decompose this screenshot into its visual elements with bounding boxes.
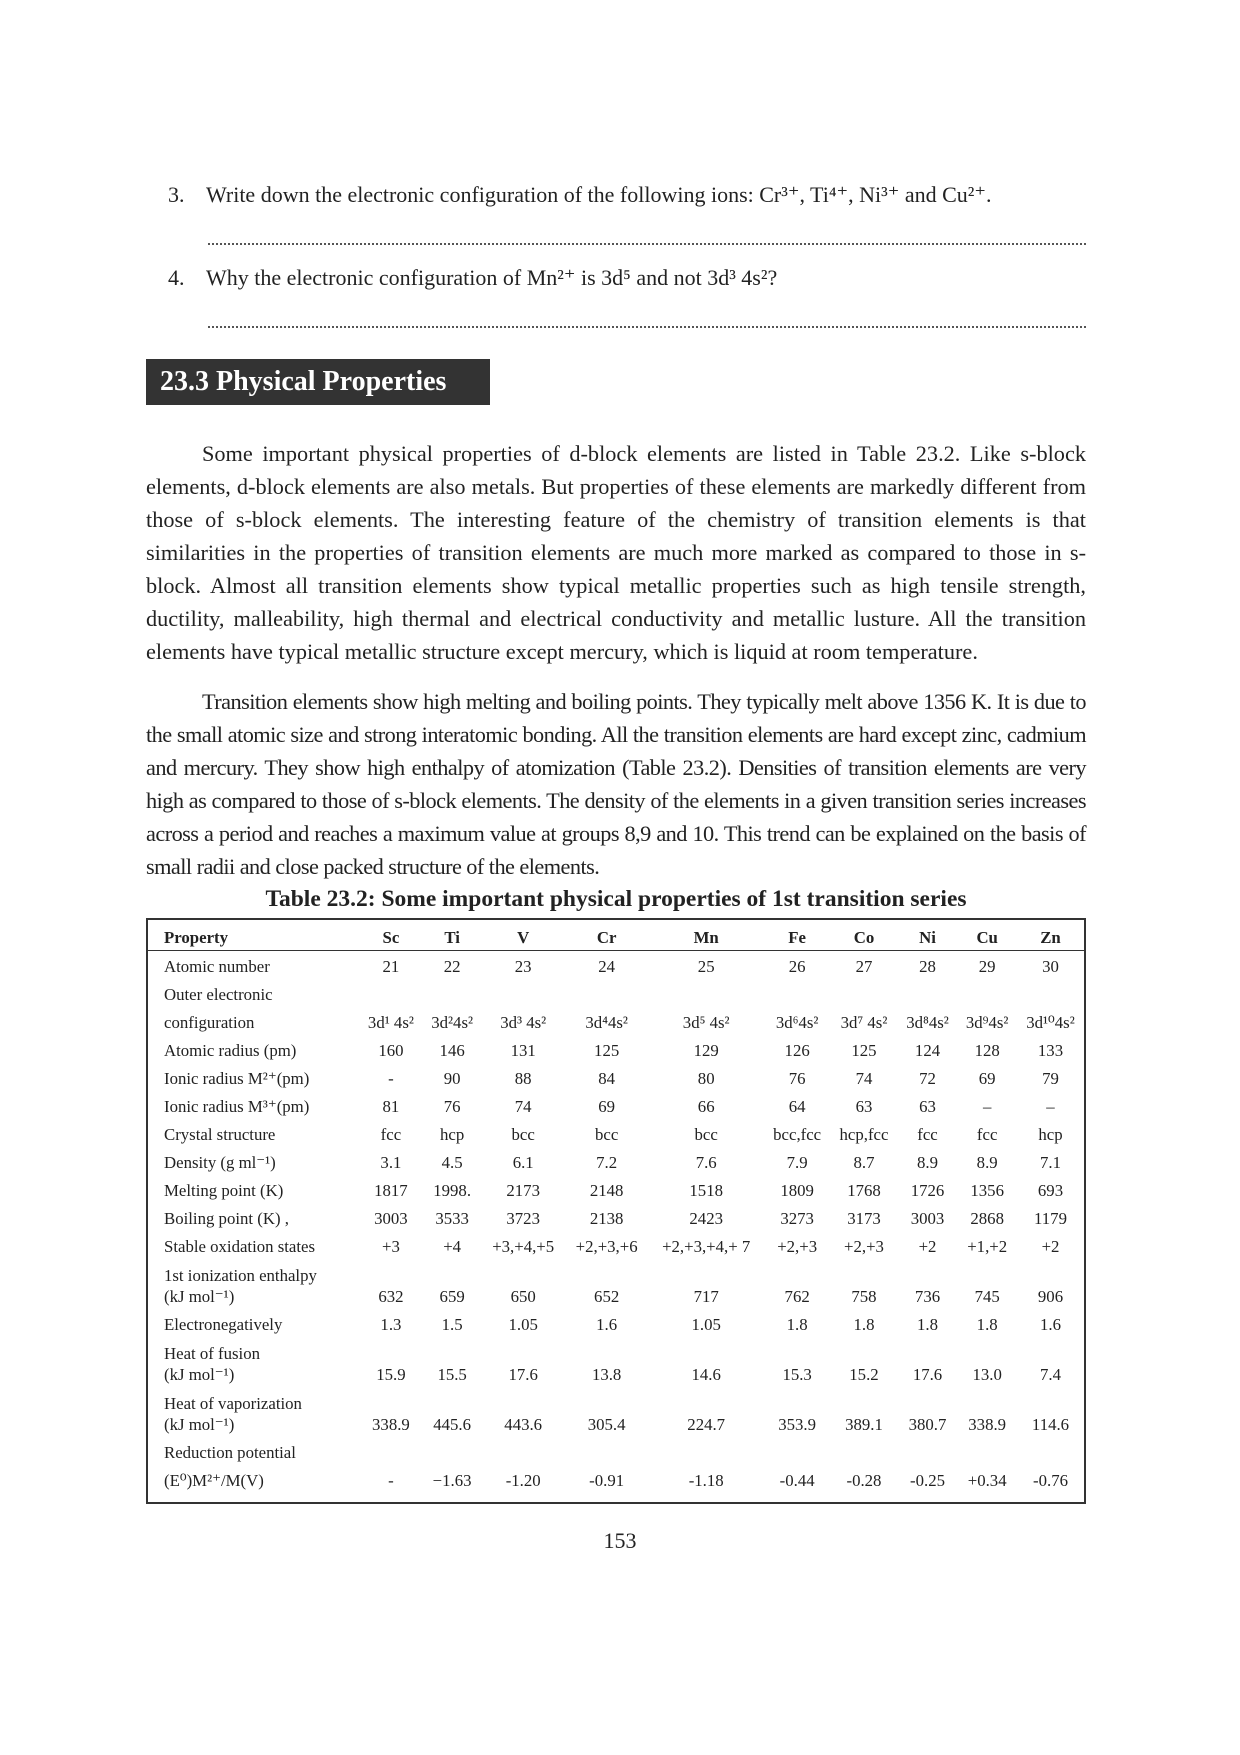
column-header-property: Property	[148, 920, 359, 951]
table-cell: 2138	[589, 1209, 624, 1228]
table-header-row	[148, 920, 1084, 951]
paragraph	[146, 437, 1086, 668]
table-cell: fcc	[917, 1125, 938, 1144]
table-cell: 1179	[1034, 1209, 1067, 1228]
table-cell: 3d⁸4s²	[906, 1013, 949, 1032]
table-cell: 305.4	[587, 1415, 626, 1434]
table-cell: 63	[919, 1097, 936, 1116]
table-cell: 3d⁴4s²	[585, 1013, 628, 1032]
table-row	[148, 1063, 1084, 1091]
table-cell: -	[388, 1069, 394, 1088]
table-cell: 3d³ 4s²	[500, 1013, 547, 1032]
table-cell: 2868	[970, 1209, 1004, 1228]
table-cell: 8.9	[976, 1153, 998, 1172]
table-cell	[481, 1437, 564, 1465]
property-label: Boiling point (K) ,	[164, 1209, 289, 1228]
table-cell: 15.2	[849, 1365, 879, 1384]
table-cell: 24	[598, 957, 616, 976]
table-cell: 28	[919, 957, 936, 976]
table-cell: 1356	[970, 1181, 1004, 1200]
column-header-element: Sc	[359, 920, 423, 951]
table-cell: 26	[788, 957, 806, 976]
table-cell: +3	[381, 1237, 400, 1256]
table-cell: 8.9	[917, 1153, 938, 1172]
table-cell: 3d¹⁰4s²	[1026, 1013, 1075, 1032]
table-cell: +2,+3,+4,+ 7	[662, 1237, 751, 1256]
table-cell: 1.5	[441, 1315, 463, 1334]
table-row	[148, 1203, 1084, 1231]
table-cell: 224.7	[687, 1415, 726, 1434]
table-cell: 126	[784, 1041, 810, 1060]
table-cell: -1.20	[505, 1471, 541, 1490]
column-header-element: Co	[830, 920, 897, 951]
answer-line	[208, 243, 1086, 245]
table-row	[148, 1119, 1084, 1147]
table-cell: 650	[510, 1287, 536, 1306]
table-cell: 1726	[910, 1181, 945, 1200]
table-cell: 353.9	[778, 1415, 817, 1434]
question-number: 4.	[168, 265, 185, 290]
table-cell: 76	[788, 1069, 806, 1088]
table-cell: 7.1	[1040, 1153, 1061, 1172]
table-cell: 125	[594, 1041, 620, 1060]
table-cell: 1998.	[433, 1181, 472, 1200]
table-cell: 1.8	[976, 1315, 998, 1334]
table-row	[148, 979, 1084, 1007]
page-number: 153	[603, 1528, 637, 1553]
table-cell: 3d¹ 4s²	[367, 1013, 414, 1032]
table-cell: 3d⁷ 4s²	[840, 1013, 888, 1032]
table-cell: 3173	[847, 1209, 881, 1228]
table-cell: +2,+3,+6	[575, 1237, 638, 1256]
property-label: configuration	[164, 1013, 255, 1032]
table-row	[148, 1231, 1084, 1259]
column-header-element: Zn	[1017, 920, 1084, 951]
table-cell: 13.8	[591, 1365, 622, 1384]
table-cell: 3533	[435, 1209, 469, 1228]
table-cell: hcp	[440, 1125, 465, 1144]
table-cell: +2	[918, 1237, 937, 1256]
table-row	[148, 951, 1084, 980]
table-cell: 17.6	[912, 1365, 943, 1384]
table-cell: 338.9	[372, 1415, 410, 1434]
table-row	[148, 1337, 1084, 1387]
table-cell: 64	[788, 1097, 806, 1116]
table-cell	[423, 979, 482, 1007]
table-cell: +3,+4,+5	[492, 1237, 555, 1256]
table-cell: 717	[693, 1287, 719, 1306]
question-3	[168, 181, 991, 209]
table-cell: -0.25	[910, 1471, 945, 1490]
table-cell: hcp	[1038, 1125, 1063, 1144]
paragraph	[146, 685, 1086, 883]
table-cell: 1817	[374, 1181, 408, 1200]
property-label: Density (g ml⁻¹)	[164, 1153, 276, 1172]
property-label: Outer electronic	[164, 985, 273, 1004]
table-cell: fcc	[380, 1125, 402, 1144]
table-cell: −1.63	[432, 1471, 472, 1490]
property-label: Atomic radius (pm)	[164, 1041, 297, 1060]
table-cell	[764, 979, 830, 1007]
property-label: Crystal structure	[164, 1125, 276, 1144]
table-cell: 906	[1037, 1287, 1064, 1306]
property-label: Atomic number	[164, 957, 270, 976]
table-cell: 3d⁵ 4s²	[682, 1013, 730, 1032]
table-cell: 90	[443, 1069, 461, 1088]
table-cell: 3003	[910, 1209, 945, 1228]
table-cell: 6.1	[512, 1153, 534, 1172]
table-cell: 131	[510, 1041, 536, 1060]
table-cell: 66	[697, 1097, 715, 1116]
table-cell: +4	[443, 1237, 462, 1256]
table-cell: 3.1	[380, 1153, 402, 1172]
table-cell	[1017, 1437, 1084, 1465]
table-cell: 443.6	[504, 1415, 543, 1434]
table-row	[148, 1437, 1084, 1465]
paragraph-text: Transition elements show high melting and boiling points. They typically melt above 1356 K. It is due to the small atomic size and strong interatomic bonding. All the transition elements are hard except zinc, cadmium and mercury. They show high enthalpy of atomization (Table 23.2). Densities of transition elements are very high as compared to those of s-block elements. The density of the elements in a given transition series increases across a period and reaches a maximum value at groups 8,9 and 10. This trend can be explained on the basis of small radii and close packed structure of the elements.	[146, 689, 1086, 879]
table-cell: 22	[443, 957, 461, 976]
table-cell: 2173	[506, 1181, 540, 1200]
table-cell: 14.6	[691, 1365, 721, 1384]
table-cell: 380.7	[908, 1415, 947, 1434]
table-cell: 15.9	[376, 1365, 406, 1384]
table-cell: 1518	[689, 1181, 723, 1200]
column-header-element: Fe	[764, 920, 830, 951]
property-label: Ionic radius M³⁺(pm)	[164, 1097, 310, 1116]
table-cell	[764, 1437, 830, 1465]
table-cell	[898, 1437, 958, 1465]
answer-line	[208, 326, 1086, 328]
table-cell: 745	[974, 1287, 1000, 1306]
table-cell: 25	[697, 957, 715, 976]
column-header-element: Cr	[565, 920, 648, 951]
table-row	[148, 1007, 1084, 1035]
table-row	[148, 1147, 1084, 1175]
property-label: 1st ionization enthalpy (kJ mol⁻¹)	[164, 1266, 317, 1306]
table-cell: 1.8	[853, 1315, 875, 1334]
property-label: Reduction potential	[164, 1443, 296, 1462]
table-cell: 1.6	[596, 1315, 618, 1334]
table-cell: 338.9	[968, 1415, 1007, 1434]
property-label: Heat of fusion (kJ mol⁻¹)	[164, 1344, 261, 1384]
table-cell: 81	[382, 1097, 400, 1116]
table-cell	[957, 1437, 1017, 1465]
table-cell: 7.6	[695, 1153, 717, 1172]
table-row	[148, 1175, 1084, 1203]
property-label: Electronegatively	[164, 1315, 283, 1334]
column-header-element: V	[481, 920, 564, 951]
table-row	[148, 1465, 1084, 1493]
table-cell: 15.3	[782, 1365, 812, 1384]
table-cell: hcp,fcc	[839, 1125, 889, 1144]
table-cell: 3d²4s²	[431, 1013, 474, 1032]
table-cell: 125	[851, 1041, 877, 1060]
table-cell: –	[982, 1097, 992, 1116]
table-cell	[1017, 979, 1084, 1007]
table-cell: bcc	[511, 1125, 535, 1144]
table-cell: 69	[978, 1069, 996, 1088]
table-body	[148, 951, 1084, 1494]
table-cell: 63	[855, 1097, 873, 1116]
table-cell: 736	[914, 1287, 941, 1306]
property-label: Ionic radius M²⁺(pm)	[164, 1069, 310, 1088]
table-cell: +0.34	[967, 1471, 1007, 1490]
table-cell: 128	[974, 1041, 1000, 1060]
table-cell: 88	[514, 1069, 532, 1088]
table-cell: bcc	[694, 1125, 718, 1144]
table-cell	[565, 979, 648, 1007]
table-cell: 1.8	[786, 1315, 808, 1334]
table-cell: 133	[1037, 1041, 1064, 1060]
table-cell: 1.8	[917, 1315, 938, 1334]
property-label: (E⁰)M²⁺/M(V)	[164, 1471, 264, 1490]
table-cell: -0.76	[1033, 1471, 1068, 1490]
table-cell: 80	[697, 1069, 715, 1088]
table-cell: 2148	[589, 1181, 624, 1200]
column-header-element: Cu	[957, 920, 1017, 951]
table-cell: 23	[514, 957, 532, 976]
table-cell: 1809	[780, 1181, 814, 1200]
table-cell: 13.0	[972, 1365, 1002, 1384]
table-cell: 3003	[374, 1209, 408, 1228]
column-header-element: Ni	[898, 920, 958, 951]
question-number: 3.	[168, 182, 185, 207]
property-label: Stable oxidation states	[164, 1237, 316, 1256]
table-row	[148, 1091, 1084, 1119]
table-cell: 7.2	[596, 1153, 618, 1172]
table-cell: 29	[978, 957, 996, 976]
paragraph-text: Some important physical properties of d-block elements are listed in Table 23.2. Like s-block elements, d-block elements are also metals. But properties of these elements are markedly different from those of s-block elements. The interesting feature of the chemistry of transition elements is that similarities in the properties of transition elements are much more marked as compared to those in s-block. Almost all transition elements show typical metallic properties such as high tensile strength, ductility, malleability, high thermal and electrical conductivity and metallic lusture. All the transition elements have typical metallic structure except mercury, which is liquid at room temperature.	[146, 441, 1086, 664]
column-header-element: Mn	[648, 920, 764, 951]
table-cell: 72	[919, 1069, 936, 1088]
table-cell: 27	[855, 957, 873, 976]
property-label: Heat of vaporization (kJ mol⁻¹)	[164, 1394, 302, 1434]
table-cell: 3d⁶4s²	[775, 1013, 819, 1032]
table-cell: 76	[443, 1097, 461, 1116]
table-cell	[957, 979, 1017, 1007]
table-cell: -0.44	[779, 1471, 815, 1490]
table-cell: 84	[598, 1069, 616, 1088]
table-cell: 114.6	[1031, 1415, 1070, 1434]
table-cell: 17.6	[508, 1365, 538, 1384]
table-cell: 146	[439, 1041, 465, 1060]
table-cell: 69	[598, 1097, 616, 1116]
table-cell: 632	[378, 1287, 404, 1306]
table-cell	[359, 1437, 423, 1465]
question-text: Write down the electronic configuration of the following ions: Cr³⁺, Ti⁴⁺, Ni³⁺ and Cu²⁺.	[206, 182, 992, 207]
table-cell	[359, 979, 423, 1007]
question-text: Why the electronic configuration of Mn²⁺ is 3d⁵ and not 3d³ 4s²?	[206, 265, 778, 290]
table-row	[148, 1035, 1084, 1063]
table-cell: +2,+3	[777, 1237, 818, 1256]
table-cell: 1.6	[1040, 1315, 1061, 1334]
table-cell	[830, 979, 897, 1007]
table-cell: 7.9	[786, 1153, 808, 1172]
section-heading: 23.3 Physical Properties	[146, 359, 490, 405]
table-cell: 762	[784, 1287, 810, 1306]
table-cell: +2,+3	[844, 1237, 884, 1256]
table-cell: 389.1	[845, 1415, 883, 1434]
table-row	[148, 1387, 1084, 1437]
table-cell: 1768	[847, 1181, 881, 1200]
table-cell: 659	[439, 1287, 465, 1306]
table-cell: 79	[1042, 1069, 1059, 1088]
table-row	[148, 1259, 1084, 1309]
table-cell: 4.5	[441, 1153, 463, 1172]
table-cell: -0.91	[589, 1471, 625, 1490]
table-cell: 15.5	[437, 1365, 467, 1384]
table-cell: -	[388, 1471, 394, 1490]
table-cell: 74	[514, 1097, 532, 1116]
table-cell: +1,+2	[967, 1237, 1008, 1256]
table-cell: bcc,fcc	[773, 1125, 822, 1144]
table-cell: 160	[378, 1041, 404, 1060]
table-cell: 2423	[689, 1209, 723, 1228]
table-cell: 3723	[506, 1209, 540, 1228]
properties-table	[146, 918, 1086, 1504]
table-cell	[648, 979, 764, 1007]
table-cell: -1.18	[688, 1471, 724, 1490]
table-cell	[565, 1437, 648, 1465]
table-cell: 445.6	[433, 1415, 472, 1434]
table-cell: 1.05	[508, 1315, 538, 1334]
table-cell: bcc	[594, 1125, 619, 1144]
table-cell: 1.05	[691, 1315, 721, 1334]
table-cell: 8.7	[853, 1153, 875, 1172]
table-cell: -0.28	[846, 1471, 882, 1490]
table-cell	[481, 979, 564, 1007]
table-cell: 7.4	[1040, 1365, 1061, 1384]
table-cell: 124	[914, 1041, 941, 1060]
table-cell	[648, 1437, 764, 1465]
table-cell: 758	[851, 1287, 877, 1306]
table-cell	[423, 1437, 482, 1465]
table-row	[148, 1309, 1084, 1337]
table-cell: 3273	[780, 1209, 814, 1228]
table-cell: 652	[594, 1287, 620, 1306]
table-cell	[898, 979, 958, 1007]
table-cell: +2	[1041, 1237, 1060, 1256]
table-cell: 74	[855, 1069, 873, 1088]
table-cell: 3d⁹4s²	[965, 1013, 1009, 1032]
table-cell: 129	[693, 1041, 719, 1060]
table-cell: –	[1046, 1097, 1055, 1116]
property-label: Melting point (K)	[164, 1181, 284, 1200]
column-header-element: Ti	[423, 920, 482, 951]
table-cell	[830, 1437, 897, 1465]
table-cell: 693	[1037, 1181, 1064, 1200]
table-cell: 21	[382, 957, 400, 976]
table-cell: 30	[1042, 957, 1059, 976]
table-caption: Table 23.2: Some important physical properties of 1st transition series	[265, 886, 967, 912]
table-cell: 1.3	[380, 1315, 402, 1334]
question-4	[168, 264, 777, 292]
table-cell: fcc	[976, 1125, 998, 1144]
